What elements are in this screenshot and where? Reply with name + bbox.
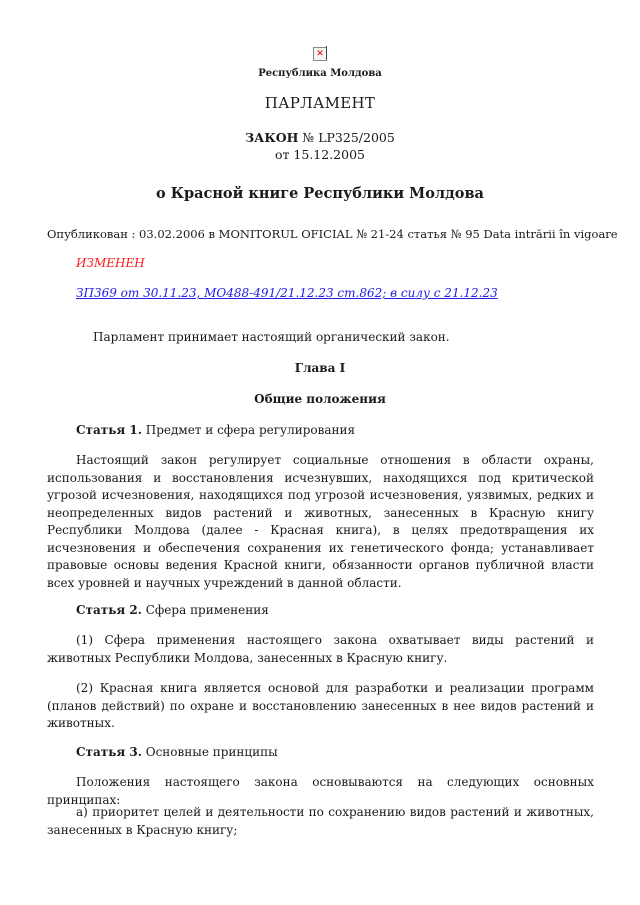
chapter-title: Общие положения — [254, 392, 386, 406]
article-1-paragraph: Настоящий закон регулирует социальные отношения в области охраны, использования и восстановления исчезнувших, находящихся под критической угрозой исчезновения, находящихся под угрозой исчезновения, уязвимых, редких и неопределенных видов растений и животных, занесенных в Красную книгу Республики Молдова (далее - Красная книга), в целях предотвращения их исчезновения и обеспечения сохранения их генетического фонда; устанавливает правовые основы ведения Красной книги, обязанности органов публичной власти всех уровней и научных учреждений в данной области. — [47, 453, 594, 590]
parliament-heading: ПАРЛАМЕНТ — [264, 94, 376, 112]
article-2-heading — [47, 602, 594, 620]
amended-status: ИЗМЕНЕН — [76, 256, 145, 270]
article-title: Предмет и сфера регулирования — [141, 423, 356, 437]
article-3-paragraph-2: а) приоритет целей и деятельности по сохранению видов растений и животных, занесенных в Красную книгу; — [47, 805, 594, 837]
republic-name: Республика Молдова — [258, 68, 382, 79]
preamble: Парламент принимает настоящий органический закон. — [93, 330, 450, 344]
publication-info: Опубликован : 03.02.2006 в MONITORUL OFICIAL № 21-24 статья № 95 Data intrării în vigoare — [47, 227, 618, 241]
law-date: от 15.12.2005 — [275, 147, 365, 162]
amendment-link[interactable]: ЗП369 от 30.11.23, МО488-491/21.12.23 ст.862; в силу с 21.12.23 — [76, 286, 498, 300]
article-1-heading — [47, 422, 594, 440]
article-3-heading — [47, 744, 594, 762]
article-label: Статья 1. — [76, 423, 142, 437]
article-title: Сфера применения — [141, 603, 269, 617]
article-2-paragraph-1: (1) Сфера применения настоящего закона охватывает виды растений и животных Республики Молдова, занесенных в Красную книгу. — [47, 633, 594, 665]
law-title: о Красной книге Республики Молдова — [156, 185, 484, 202]
article-label: Статья 3. — [76, 745, 142, 759]
article-title: Основные принципы — [141, 745, 278, 759]
law-number-value: № LP325/2005 — [298, 130, 395, 145]
chapter-heading: Глава I — [294, 361, 346, 375]
law-label: ЗАКОН — [245, 130, 299, 145]
broken-image-icon: ✕ — [313, 47, 327, 61]
article-3-paragraph-1: Положения настоящего закона основываются на следующих основных принципах: — [47, 775, 594, 807]
article-2-paragraph-2: (2) Красная книга является основой для разработки и реализации программ (планов действий) по охране и восстановлению занесенных в нее видов растений и животных. — [47, 681, 594, 730]
image-border — [326, 46, 327, 60]
article-label: Статья 2. — [76, 603, 142, 617]
law-number — [0, 130, 640, 145]
